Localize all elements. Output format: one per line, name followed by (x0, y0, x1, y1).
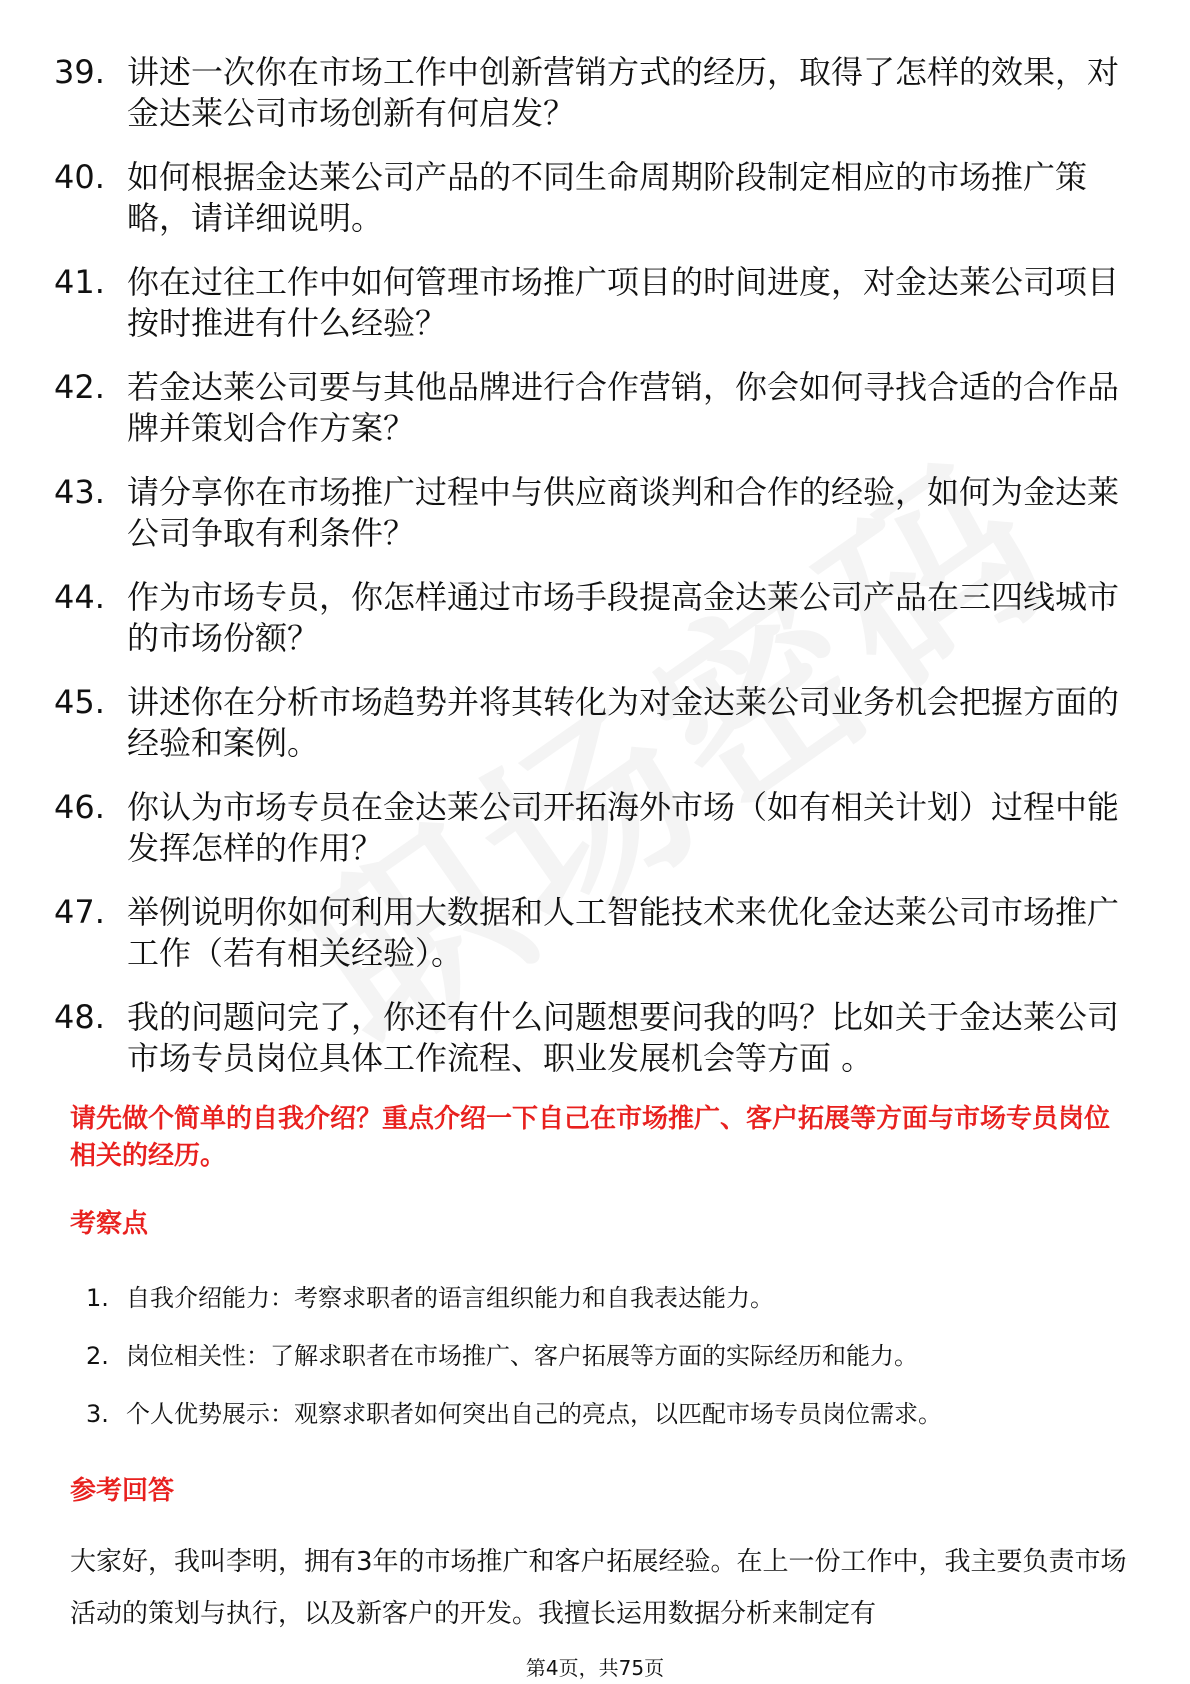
question-number: 48. (54, 998, 105, 1036)
question-number: 46. (54, 788, 105, 826)
question-number: 39. (54, 53, 105, 91)
answer-section-title: 参考回答 (70, 1476, 175, 1506)
question-text: 我的问题问完了，你还有什么问题想要问我的吗？比如关于金达莱公司市场专员岗位具体工作流程、职业发展机会等方面 。 (127, 998, 1120, 1077)
question-number: 40. (54, 158, 105, 196)
answer-paragraph: 大家好，我叫李明，拥有3年的市场推广和客户拓展经验。在上一份工作中，我主要负责市场活动的策划与执行，以及新客户的开发。我擅长运用数据分析来制定有 (70, 1547, 1127, 1629)
highlight-question: 请先做个简单的自我介绍？重点介绍一下自己在市场推广、客户拓展等方面与市场专员岗位相关的经历。 (70, 1104, 1111, 1171)
question-text: 如何根据金达莱公司产品的不同生命周期阶段制定相应的市场推广策略，请详细说明。 (127, 158, 1088, 237)
question-item (54, 787, 1124, 869)
focus-point-list (86, 1281, 942, 1455)
question-item (54, 997, 1124, 1079)
focus-point (86, 1397, 942, 1431)
page-footer: 第4页，共75页 (525, 1656, 665, 1680)
question-number: 42. (54, 368, 105, 406)
question-item (54, 577, 1124, 659)
focus-point-number: 1. (86, 1284, 109, 1312)
question-list (54, 52, 1124, 1102)
focus-point-text: 个人优势展示：观察求职者如何突出自己的亮点，以匹配市场专员岗位需求。 (126, 1400, 942, 1428)
question-item (54, 367, 1124, 449)
focus-point (86, 1281, 942, 1315)
question-number: 44. (54, 578, 105, 616)
focus-point-number: 3. (86, 1400, 109, 1428)
question-text: 若金达莱公司要与其他品牌进行合作营销，你会如何寻找合适的合作品牌并策划合作方案？ (127, 368, 1120, 447)
focus-point-text: 岗位相关性：了解求职者在市场推广、客户拓展等方面的实际经历和能力。 (126, 1342, 918, 1370)
question-item (54, 472, 1124, 554)
focus-point (86, 1339, 942, 1373)
focus-point-number: 2. (86, 1342, 109, 1370)
question-item (54, 262, 1124, 344)
question-text: 作为市场专员，你怎样通过市场手段提高金达莱公司产品在三四线城市的市场份额？ (127, 578, 1120, 657)
question-text: 你认为市场专员在金达莱公司开拓海外市场（如有相关计划）过程中能发挥怎样的作用？ (127, 788, 1120, 867)
question-item (54, 682, 1124, 764)
question-number: 47. (54, 893, 105, 931)
question-number: 43. (54, 473, 105, 511)
question-number: 41. (54, 263, 105, 301)
question-text: 讲述一次你在市场工作中创新营销方式的经历，取得了怎样的效果，对金达莱公司市场创新有何启发？ (127, 53, 1120, 132)
question-item (54, 157, 1124, 239)
question-item (54, 892, 1124, 974)
focus-section-title: 考察点 (70, 1209, 149, 1239)
question-text: 你在过往工作中如何管理市场推广项目的时间进度，对金达莱公司项目按时推进有什么经验？ (127, 263, 1120, 342)
question-text: 请分享你在市场推广过程中与供应商谈判和合作的经验，如何为金达莱公司争取有利条件？ (127, 473, 1120, 552)
question-number: 45. (54, 683, 105, 721)
focus-point-text: 自我介绍能力：考察求职者的语言组织能力和自我表达能力。 (126, 1284, 774, 1312)
question-text: 讲述你在分析市场趋势并将其转化为对金达莱公司业务机会把握方面的经验和案例。 (127, 683, 1120, 762)
question-text: 举例说明你如何利用大数据和人工智能技术来优化金达莱公司市场推广工作（若有相关经验）。 (127, 893, 1120, 972)
question-item (54, 52, 1124, 134)
